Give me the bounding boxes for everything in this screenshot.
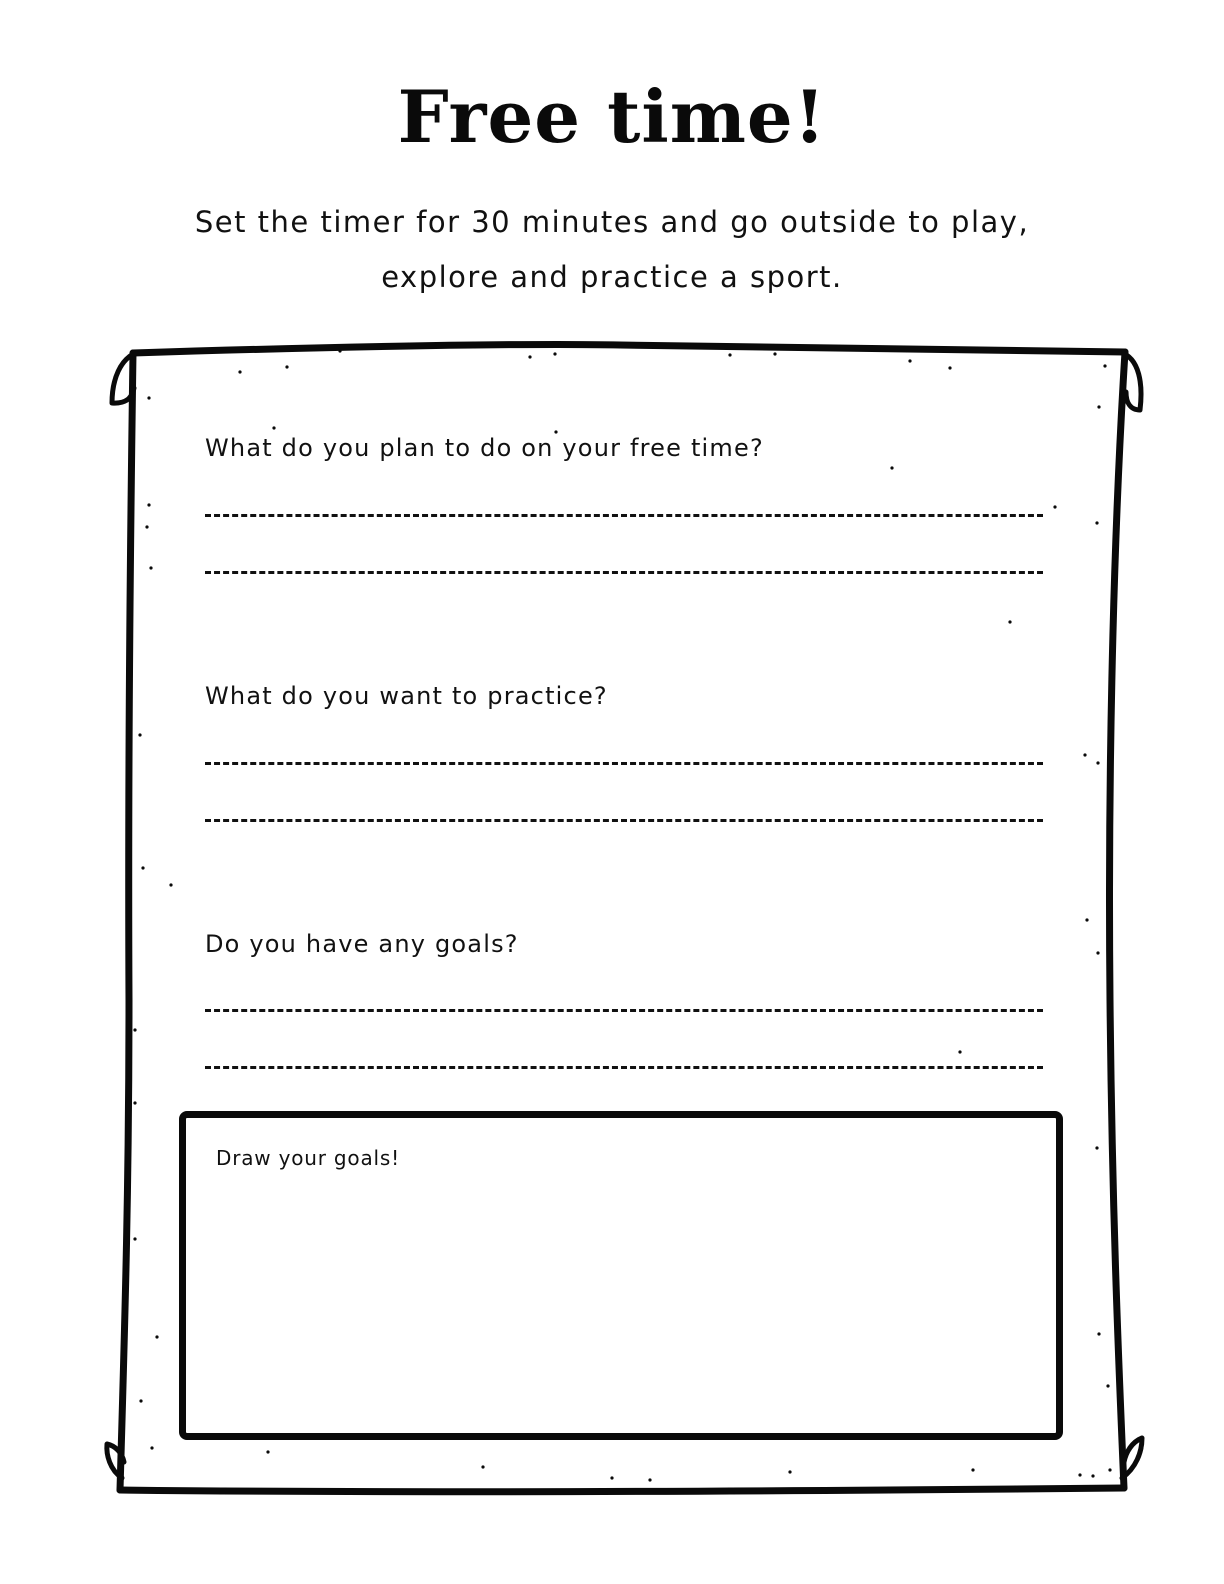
instructions-line-1: Set the timer for 30 minutes and go outside to play, [194,205,1030,239]
page-title: Free time! [397,74,827,159]
question-goals: Do you have any goals? [205,930,519,958]
answer-line[interactable] [205,571,1043,574]
answer-line[interactable] [205,514,1043,517]
answer-line[interactable] [205,819,1043,822]
drawing-box[interactable] [179,1111,1063,1440]
question-free-time-plan: What do you plan to do on your free time? [205,434,764,462]
answer-line[interactable] [205,1009,1043,1012]
question-practice: What do you want to practice? [205,682,608,710]
instructions-line-2: explore and practice a sport. [381,260,843,294]
answer-line[interactable] [205,762,1043,765]
answer-line[interactable] [205,1066,1043,1069]
drawing-box-label: Draw your goals! [216,1146,400,1170]
